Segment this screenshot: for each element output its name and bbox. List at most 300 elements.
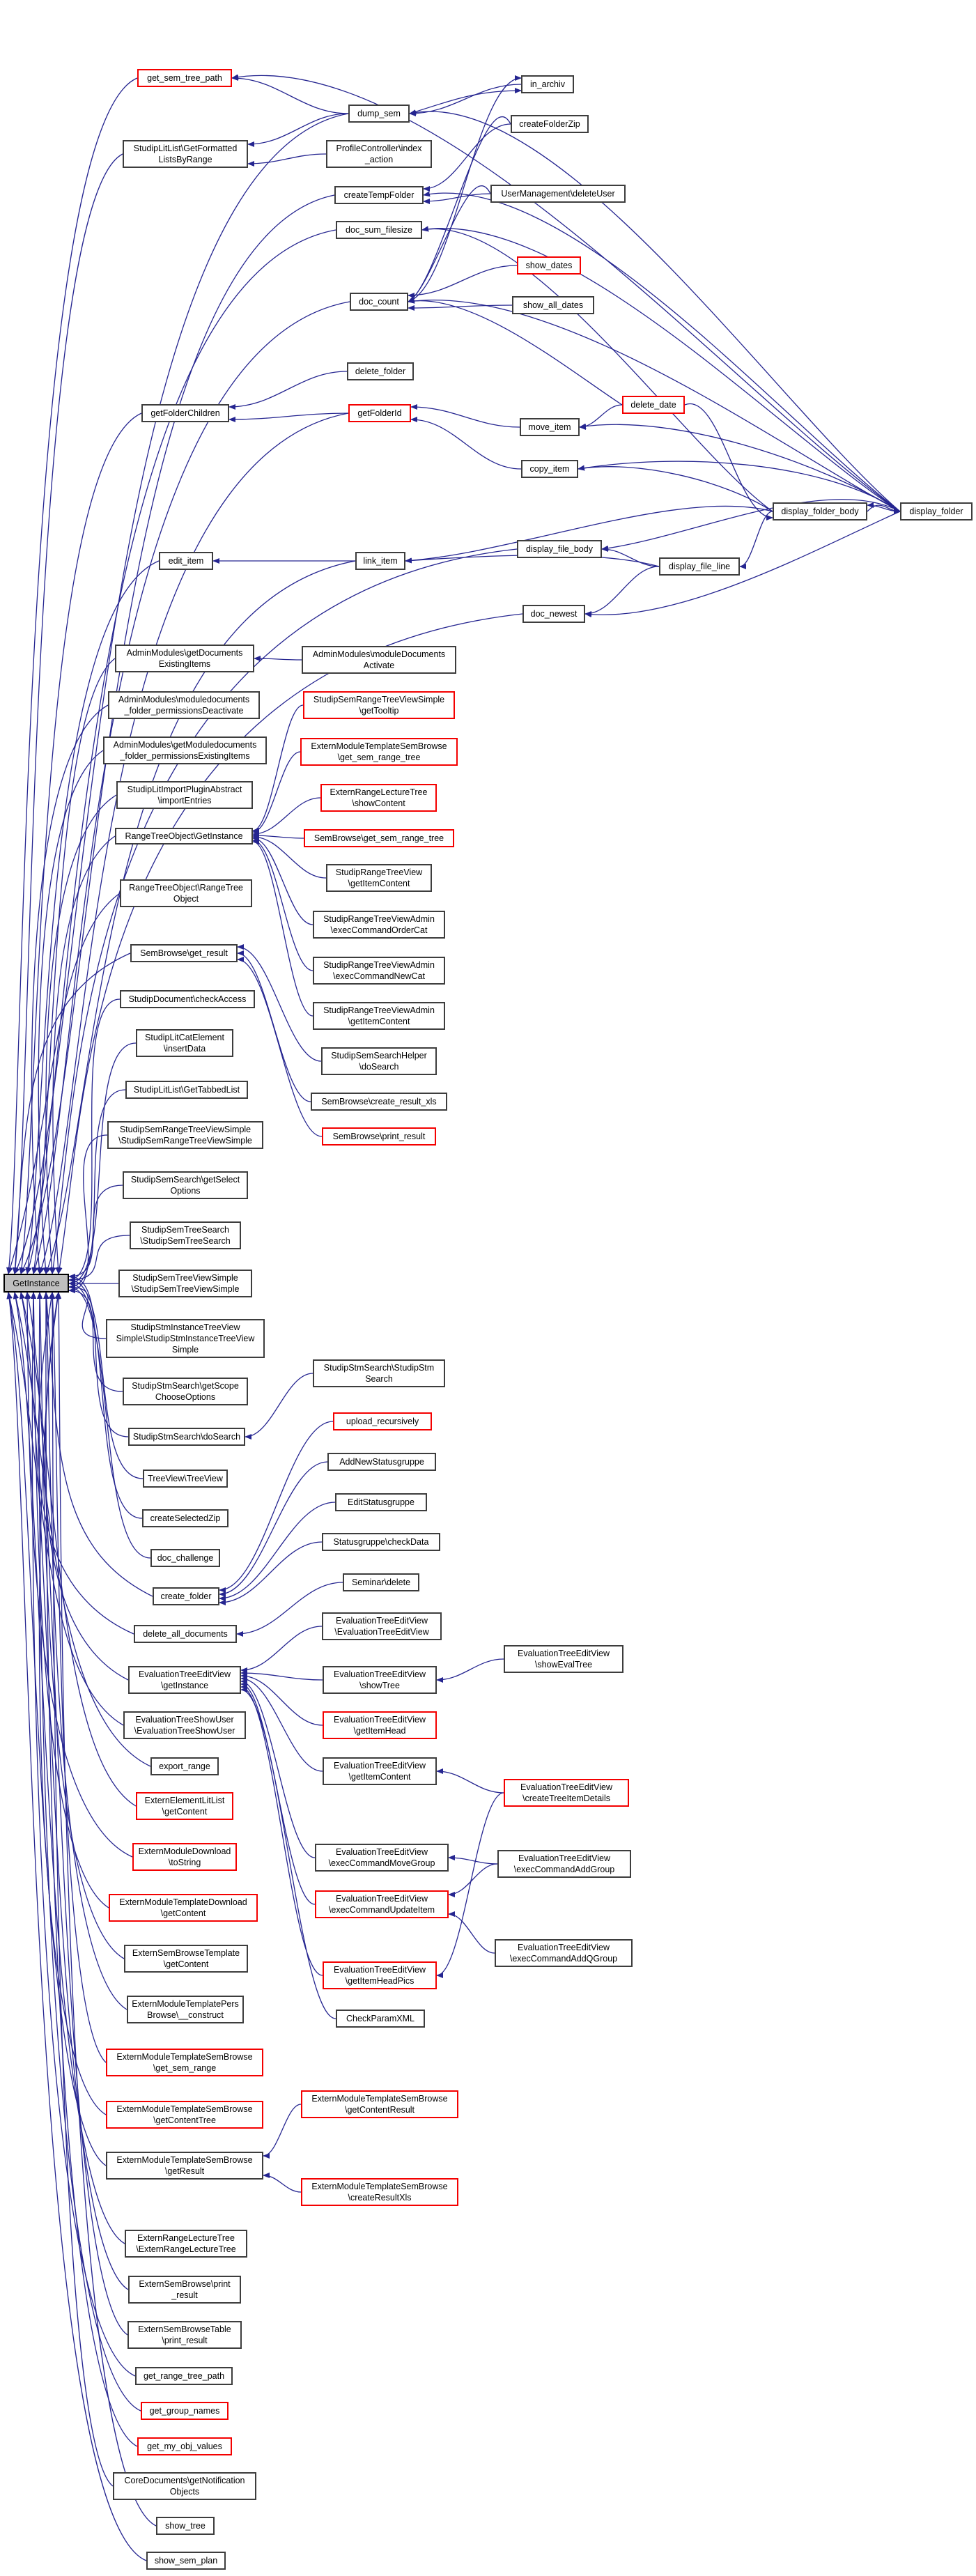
graph-node-label: ListsByRange xyxy=(158,155,212,164)
graph-node-label: \execCommandNewCat xyxy=(333,971,425,981)
graph-node-label: EvaluationTreeEditView xyxy=(333,1965,426,1975)
graph-node-label: \get_sem_range xyxy=(153,2063,217,2073)
graph-node-label: doc_newest xyxy=(530,609,578,619)
graph-edge-profile_index-to-lit_getformatted xyxy=(248,154,326,164)
graph-node-link_item[interactable] xyxy=(355,552,405,570)
graph-node-treeview[interactable] xyxy=(143,1470,228,1488)
graph-node-label: \execCommandOrderCat xyxy=(330,925,428,935)
graph-node-getFolderChildren[interactable] xyxy=(141,404,229,422)
graph-node-label: Simple\StudipStmInstanceTreeView xyxy=(116,1334,255,1343)
graph-node-AddNewStatusgruppe[interactable] xyxy=(327,1453,436,1471)
graph-node-label: Browse\__construct xyxy=(147,2010,224,2020)
graph-node-srtv_getitemcontent[interactable] xyxy=(326,864,432,892)
graph-node-label: get_my_obj_values xyxy=(147,2442,222,2451)
graph-node-label: \doSearch xyxy=(359,1062,399,1072)
graph-node-label: \toString xyxy=(168,1858,201,1867)
graph-node-label: \insertData xyxy=(163,1044,206,1054)
graph-node-label: SemBrowse\get_result xyxy=(140,948,228,958)
graph-node-etev_showtree[interactable] xyxy=(323,1666,437,1694)
graph-node-label: display_file_body xyxy=(526,544,593,554)
graph-node-label: \StudipSemTreeViewSimple xyxy=(131,1284,240,1294)
graph-edge-delete_date-to-doc_count xyxy=(408,301,622,405)
graph-node-label: StudipStmSearch\doSearch xyxy=(132,1432,241,1442)
graph-edge-etev_addgroup-to-etev_movegroup xyxy=(449,1858,497,1864)
graph-node-label: ExternModuleTemplateSemBrowse xyxy=(116,2052,253,2062)
graph-node-label: EvaluationTreeEditView xyxy=(333,1669,426,1679)
graph-node-label: \getTooltip xyxy=(359,706,399,716)
graph-node-label: \getContentTree xyxy=(153,2115,216,2125)
graph-node-label: Objects xyxy=(169,2487,200,2497)
graph-edge-etev_addqgroup-to-etev_updateitem xyxy=(449,1914,495,1953)
graph-node-label: UserManagement\deleteUser xyxy=(501,189,615,199)
graph-node-emtd_getcontent[interactable] xyxy=(109,1894,258,1922)
graph-node-label: ProfileController\index xyxy=(336,144,422,153)
graph-node-label: \execCommandUpdateItem xyxy=(328,1905,435,1915)
graph-node-label: \showTree xyxy=(359,1681,400,1690)
graph-node-label: copy_item xyxy=(529,464,570,474)
graph-edge-etev_showtree-to-etev_getinstance xyxy=(241,1673,323,1680)
graph-edge-getFolderId-to-getFolderChildren xyxy=(229,413,348,419)
graph-node-get_group_names[interactable] xyxy=(141,2402,228,2420)
graph-node-label: StudipLitCatElement xyxy=(145,1033,224,1042)
graph-node-sstvs_sstvs[interactable] xyxy=(118,1270,252,1297)
graph-node-label: createTempFolder xyxy=(343,190,415,200)
graph-edge-createTempFolder-to-get_instance xyxy=(21,195,334,1274)
graph-node-emtsb_getcontenttree[interactable] xyxy=(106,2101,263,2129)
graph-node-label: ChooseOptions xyxy=(155,1392,216,1402)
graph-node-label: ExternSemBrowseTable xyxy=(138,2324,231,2334)
graph-node-label: \getContent xyxy=(162,1807,208,1817)
graph-edge-ssrtvs_gettooltip-to-rto_getinstance xyxy=(253,705,303,831)
graph-node-ssh_dosearch[interactable] xyxy=(321,1047,437,1075)
graph-node-label: \getContent xyxy=(163,1959,209,1969)
graph-node-copy_item[interactable] xyxy=(521,460,578,478)
graph-node-label: RangeTreeObject\GetInstance xyxy=(125,831,243,841)
graph-edge-esb_print-to-get_instance xyxy=(21,1293,128,2290)
graph-edge-dump_sem-to-get_sem_tree_path xyxy=(232,78,348,114)
graph-node-label: EvaluationTreeEditView xyxy=(333,1715,426,1725)
graph-node-label: \getItemHead xyxy=(353,1726,406,1736)
graph-node-label: edit_item xyxy=(168,556,204,566)
graph-edge-createFolderZip-to-createTempFolder xyxy=(424,124,511,189)
graph-edge-display_folder_body-to-copy_item xyxy=(578,467,773,511)
graph-node-label: StudipSemTreeViewSimple xyxy=(132,1273,238,1283)
graph-node-label: EditStatusgruppe xyxy=(348,1497,415,1507)
graph-node-label: GetInstance xyxy=(13,1278,60,1288)
graph-node-stms_stms[interactable] xyxy=(313,1359,445,1387)
graph-node-srtva_newcat[interactable] xyxy=(313,957,445,985)
graph-node-etev_updateitem[interactable] xyxy=(315,1890,449,1918)
graph-edge-etev_createtreeitemdetails-to-etev_getitemcontent xyxy=(437,1771,504,1793)
graph-node-label: ExternModuleTemplatePers xyxy=(132,1999,239,2009)
graph-node-etev_getinstance[interactable] xyxy=(128,1666,241,1694)
graph-node-etev_getitemheadpics[interactable] xyxy=(323,1961,437,1989)
graph-node-emtpb_construct[interactable] xyxy=(127,1996,244,2023)
graph-edge-emtsb_getsemrange-to-get_instance xyxy=(52,1293,106,2062)
graph-node-label: StudipSemRangeTreeViewSimple xyxy=(119,1125,251,1134)
graph-node-getFolderId[interactable] xyxy=(348,404,411,422)
graph-node-doc_challenge[interactable] xyxy=(150,1549,220,1567)
graph-node-eell_getcontent[interactable] xyxy=(136,1792,233,1820)
graph-node-show_dates[interactable] xyxy=(517,256,581,275)
graph-node-label: StudipSemSearchHelper xyxy=(331,1051,427,1061)
graph-node-label: StudipSemSearch\getSelect xyxy=(130,1175,240,1185)
graph-node-label: EvaluationTreeEditView xyxy=(517,1943,610,1952)
graph-node-emtsb_getcontentresult[interactable] xyxy=(301,2090,458,2118)
graph-node-label: Object xyxy=(173,894,199,904)
graph-node-createSelectedZip[interactable] xyxy=(142,1509,228,1527)
graph-node-rto_getinstance[interactable] xyxy=(115,828,253,844)
graph-node-label: \getItemHeadPics xyxy=(345,1976,415,1986)
graph-edge-EditStatusgruppe-to-create_folder xyxy=(219,1502,335,1598)
graph-node-label: show_sem_plan xyxy=(154,2556,218,2566)
graph-node-label: SemBrowse\create_result_xls xyxy=(321,1097,437,1106)
graph-node-esb_print[interactable] xyxy=(128,2276,241,2304)
graph-node-label: ExternModuleTemplateSemBrowse xyxy=(311,741,447,751)
graph-node-create_folder[interactable] xyxy=(153,1587,219,1605)
graph-node-label: EvaluationTreeEditView xyxy=(335,1894,428,1904)
graph-edge-etev_showevaltree-to-etev_showtree xyxy=(437,1659,504,1680)
graph-edge-export_range-to-get_instance xyxy=(15,1293,150,1766)
graph-node-stmitvs[interactable] xyxy=(106,1319,265,1358)
graph-node-label: ExternElementLitList xyxy=(144,1796,225,1805)
graph-node-label: \EvaluationTreeEditView xyxy=(334,1627,429,1637)
graph-node-stms_getscope[interactable] xyxy=(123,1378,248,1405)
graph-node-label: AddNewStatusgruppe xyxy=(339,1457,424,1467)
graph-node-label: StudipStmSearch\StudipStm xyxy=(323,1363,435,1373)
graph-node-label: ExistingItems xyxy=(158,659,211,669)
graph-node-label: \getContentResult xyxy=(344,2105,415,2115)
graph-node-display_folder_body[interactable] xyxy=(773,502,867,520)
graph-node-statusgruppe_checkdata[interactable] xyxy=(322,1533,440,1551)
graph-edge-dump_sem-to-in_archiv xyxy=(410,91,521,114)
graph-node-label: ExternSemBrowseTemplate xyxy=(132,1948,240,1958)
graph-edge-emtsb_createresultxls-to-emtsb_getresult xyxy=(263,2175,301,2192)
graph-node-label: doc_challenge xyxy=(157,1553,214,1563)
graph-node-label: show_dates xyxy=(525,261,573,270)
graph-node-stms_dosearch[interactable] xyxy=(128,1428,245,1446)
graph-node-label: Activate xyxy=(363,661,395,670)
graph-node-label: StudipLitList\GetFormatted xyxy=(133,144,238,153)
graph-node-label: dump_sem xyxy=(357,109,401,118)
graph-node-seminar_delete[interactable] xyxy=(343,1573,419,1591)
graph-edge-delete_date-to-move_item xyxy=(580,405,622,427)
graph-node-label: StudipStmSearch\getScope xyxy=(132,1381,239,1391)
graph-edge-delete_folder-to-getFolderChildren xyxy=(229,371,347,407)
graph-edge-emtsb_getcontentresult-to-emtsb_getresult xyxy=(263,2104,301,2156)
graph-node-label: move_item xyxy=(528,422,571,432)
graph-edge-etev_etev-to-etev_getinstance xyxy=(241,1626,322,1670)
graph-node-doc_count[interactable] xyxy=(350,293,408,311)
graph-node-esbtab_print[interactable] xyxy=(127,2321,242,2349)
graph-node-label: EvaluationTreeEditView xyxy=(520,1782,613,1792)
graph-node-label: export_range xyxy=(159,1761,210,1771)
graph-node-ssts_ssts[interactable] xyxy=(130,1221,241,1249)
graph-node-label: StudipStmInstanceTreeView xyxy=(130,1322,240,1332)
graph-node-label: createFolderZip xyxy=(519,119,580,129)
graph-node-label: display_file_line xyxy=(668,562,731,571)
graph-node-lit_getformatted[interactable] xyxy=(123,140,248,168)
graph-node-label: delete_all_documents xyxy=(143,1629,228,1639)
graph-node-delete_date[interactable] xyxy=(622,396,685,414)
graph-node-ssrtvs_ssrtvs[interactable] xyxy=(107,1121,263,1149)
graph-node-adm_moddocs_activate[interactable] xyxy=(302,646,456,674)
graph-node-etev_showevaltree[interactable] xyxy=(504,1645,623,1673)
graph-node-label: CoreDocuments\getNotification xyxy=(124,2476,245,2485)
graph-node-etev_getitemhead[interactable] xyxy=(323,1711,437,1739)
graph-node-label: Statusgruppe\checkData xyxy=(333,1537,429,1547)
graph-edge-AddNewStatusgruppe-to-create_folder xyxy=(219,1462,327,1594)
graph-node-lce_insertdata[interactable] xyxy=(136,1029,233,1057)
graph-node-label: show_all_dates xyxy=(522,300,584,310)
graph-node-get_instance[interactable] xyxy=(3,1274,69,1293)
graph-node-label: StudipRangeTreeView xyxy=(335,867,423,877)
graph-node-label: StudipDocument\checkAccess xyxy=(128,994,247,1004)
graph-node-label: _result xyxy=(171,2290,198,2300)
graph-node-label: doc_count xyxy=(359,297,399,307)
graph-node-emtsb_gsrt[interactable] xyxy=(300,738,458,766)
graph-node-doc_sum_filesize[interactable] xyxy=(336,221,422,239)
graph-node-label: AdminModules\moduledocuments xyxy=(118,695,250,704)
graph-node-in_archiv[interactable] xyxy=(521,75,574,93)
graph-node-label: AdminModules\getDocuments xyxy=(126,648,243,658)
graph-node-doc_newest[interactable] xyxy=(522,605,585,623)
graph-node-display_file_body[interactable] xyxy=(517,540,602,558)
graph-edge-coredocs-to-get_instance xyxy=(52,1293,113,2486)
graph-node-label: \StudipSemRangeTreeViewSimple xyxy=(118,1136,252,1146)
graph-node-label: StudipLitList\GetTabbedList xyxy=(133,1085,240,1095)
graph-node-label: StudipRangeTreeViewAdmin xyxy=(323,914,435,924)
graph-node-label: ExternModuleTemplateSemBrowse xyxy=(311,2094,448,2104)
graph-node-label: EvaluationTreeShowUser xyxy=(135,1715,234,1725)
graph-node-label: in_archiv xyxy=(529,79,566,89)
graph-edge-stms_stms-to-stms_dosearch xyxy=(245,1373,313,1437)
graph-node-adm_getmoddocs[interactable] xyxy=(103,736,267,764)
graph-node-ll_gettabbed[interactable] xyxy=(125,1081,248,1099)
graph-node-label: EvaluationTreeEditView xyxy=(518,1853,611,1863)
graph-node-etev_getitemcontent[interactable] xyxy=(323,1757,437,1785)
graph-node-label: \getInstance xyxy=(160,1681,209,1690)
graph-node-label: \execCommandAddGroup xyxy=(513,1865,615,1874)
graph-node-label: SemBrowse\get_sem_range_tree xyxy=(313,833,444,843)
graph-node-etsu[interactable] xyxy=(123,1711,246,1739)
graph-node-etev_createtreeitemdetails[interactable] xyxy=(504,1779,629,1807)
graph-node-label: get_sem_tree_path xyxy=(147,73,222,83)
graph-node-erlt_showcontent[interactable] xyxy=(320,784,437,812)
graph-node-label: \get_sem_range_tree xyxy=(337,753,421,762)
graph-node-label: \createResultXls xyxy=(348,2193,412,2203)
graph-node-edit_item[interactable] xyxy=(159,552,213,570)
graph-node-show_tree[interactable] xyxy=(156,2517,215,2535)
graph-node-label: EvaluationTreeEditView xyxy=(517,1649,610,1658)
graph-node-label: \importEntries xyxy=(157,796,212,805)
graph-node-label: ExternModuleTemplateSemBrowse xyxy=(311,2182,448,2191)
graph-node-label: \getResult xyxy=(164,2166,205,2176)
graph-node-label: Search xyxy=(365,1374,393,1384)
graph-edge-upload_recursively-to-create_folder xyxy=(219,1421,333,1590)
graph-node-label: \print_result xyxy=(162,2336,208,2345)
graph-node-show_sem_plan[interactable] xyxy=(146,2552,226,2570)
graph-node-dump_sem[interactable] xyxy=(348,105,410,123)
graph-node-CheckParamXML[interactable] xyxy=(336,2010,425,2028)
graph-node-label: TreeView\TreeView xyxy=(148,1474,223,1483)
graph-node-emtsb_getsemrange[interactable] xyxy=(106,2049,263,2076)
graph-node-label: doc_sum_filesize xyxy=(346,225,412,235)
graph-node-label: link_item xyxy=(363,556,398,566)
graph-node-label: \execCommandMoveGroup xyxy=(328,1858,435,1868)
graph-node-label: \execCommandAddQGroup xyxy=(509,1954,618,1964)
graph-node-label: \getItemContent xyxy=(348,1017,410,1026)
graph-edge-srtva_newcat-to-rto_getinstance xyxy=(253,840,313,971)
graph-node-upload_recursively[interactable] xyxy=(333,1412,432,1430)
graph-node-display_folder[interactable] xyxy=(900,502,973,520)
graph-node-display_file_line[interactable] xyxy=(659,557,740,576)
graph-node-label: ExternModuleTemplateDownload xyxy=(119,1897,247,1907)
graph-edge-get_sem_tree_path-to-get_instance xyxy=(8,78,137,1274)
graph-edge-show_sem_plan-to-get_instance xyxy=(8,1293,146,2561)
graph-node-label: _folder_permissionsDeactivate xyxy=(124,706,244,716)
graph-edge-etev_createtreeitemdetails-to-etev_getitemheadpics xyxy=(437,1793,504,1975)
graph-node-label: delete_folder xyxy=(355,367,406,376)
graph-node-label: \getItemContent xyxy=(348,879,410,888)
graph-node-um_deleteuser[interactable] xyxy=(490,185,626,203)
graph-node-ssrtvs_gettooltip[interactable] xyxy=(303,691,455,719)
graph-node-label: \showContent xyxy=(352,799,405,808)
graph-node-label: create_folder xyxy=(160,1591,212,1601)
graph-node-label: display_folder_body xyxy=(781,507,859,516)
graph-node-label: \showEvalTree xyxy=(534,1660,593,1669)
graph-node-erlt_erlt[interactable] xyxy=(125,2230,247,2258)
graph-edge-display_folder-to-move_item xyxy=(580,424,900,511)
graph-node-label: getFolderChildren xyxy=(150,408,220,418)
graph-node-sb_gsrt[interactable] xyxy=(304,829,454,847)
graph-node-etev_addqgroup[interactable] xyxy=(495,1939,633,1967)
graph-node-get_range_tree_path[interactable] xyxy=(135,2367,233,2385)
graph-node-label: Simple xyxy=(171,1345,199,1355)
graph-node-label: CheckParamXML xyxy=(346,2014,415,2023)
graph-edge-move_item-to-getFolderId xyxy=(411,407,520,427)
graph-edge-lce_insertdata-to-get_instance xyxy=(69,1043,136,1283)
graph-node-label: get_group_names xyxy=(149,2406,220,2416)
graph-node-esbt_getcontent[interactable] xyxy=(124,1945,248,1973)
graph-edge-display_folder-to-doc_sum_filesize xyxy=(422,229,900,511)
graph-node-label: _action xyxy=(364,155,394,164)
graph-node-label: Seminar\delete xyxy=(351,1578,411,1587)
graph-node-label: StudipSemTreeSearch xyxy=(141,1225,229,1235)
graph-node-sb_create_xls[interactable] xyxy=(311,1093,447,1111)
graph-node-sd_checkaccess[interactable] xyxy=(120,990,255,1008)
graph-node-label: AdminModules\moduleDocuments xyxy=(312,649,446,659)
graph-node-label: \ExternRangeLectureTree xyxy=(136,2244,236,2254)
graph-edge-display_folder-to-dump_sem xyxy=(410,111,900,511)
graph-node-label: StudipSemRangeTreeViewSimple xyxy=(313,695,445,704)
graph-node-label: getFolderId xyxy=(357,408,402,418)
graph-node-label: ExternModuleDownload xyxy=(138,1846,231,1856)
graph-edge-etev_addgroup-to-etev_updateitem xyxy=(449,1864,497,1895)
graph-node-label: \getItemContent xyxy=(348,1772,411,1782)
graph-edge-display_folder_body-to-display_file_line xyxy=(740,511,773,566)
graph-node-label: ExternRangeLectureTree xyxy=(330,787,428,797)
graph-node-label: show_tree xyxy=(165,2521,206,2531)
graph-node-srtva_ordercat[interactable] xyxy=(313,911,445,939)
graph-edge-display_folder-to-createTempFolder xyxy=(424,193,900,511)
graph-node-export_range[interactable] xyxy=(150,1757,219,1775)
graph-node-etev_movegroup[interactable] xyxy=(315,1844,449,1872)
graph-node-emtsb_getresult[interactable] xyxy=(106,2152,263,2180)
graph-node-etev_addgroup[interactable] xyxy=(497,1850,631,1878)
graph-node-label: upload_recursively xyxy=(346,1417,419,1426)
graph-node-adm_moddocs_deact[interactable] xyxy=(108,691,260,719)
graph-node-label: display_folder xyxy=(909,507,963,516)
graph-node-rto_rto[interactable] xyxy=(120,879,252,907)
graph-edge-etev_movegroup-to-etev_getinstance xyxy=(241,1681,315,1858)
graph-node-createFolderZip[interactable] xyxy=(511,115,589,133)
graph-node-label: ExternModuleTemplateSemBrowse xyxy=(116,2155,253,2165)
graph-edge-display_folder_body-to-doc_sum_filesize xyxy=(422,229,773,511)
graph-node-srtva_getitemcontent[interactable] xyxy=(313,1002,445,1030)
graph-node-etev_etev[interactable] xyxy=(322,1612,442,1640)
graph-node-label: EvaluationTreeEditView xyxy=(333,1761,426,1771)
graph-edge-statusgruppe_checkdata-to-create_folder xyxy=(219,1542,322,1603)
graph-edge-display_file_line-to-doc_newest xyxy=(585,566,659,614)
graph-node-label: \getContent xyxy=(160,1908,206,1918)
graph-node-EditStatusgruppe[interactable] xyxy=(335,1493,427,1511)
graph-edge-etev_getitemheadpics-to-etev_getinstance xyxy=(241,1687,323,1975)
graph-node-label: AdminModules\getModuledocuments xyxy=(113,740,257,750)
graph-node-sss_getselect[interactable] xyxy=(123,1171,248,1199)
graph-node-label: StudipRangeTreeViewAdmin xyxy=(323,1005,435,1015)
graph-node-createTempFolder[interactable] xyxy=(334,186,424,204)
graph-node-label: RangeTreeObject\RangeTree xyxy=(129,883,243,893)
graph-node-label: EvaluationTreeEditView xyxy=(138,1669,231,1679)
graph-node-label: EvaluationTreeEditView xyxy=(335,1616,428,1626)
graph-edge-sb_print_result-to-sb_get_result xyxy=(238,959,322,1136)
graph-node-show_all_dates[interactable] xyxy=(512,296,594,314)
graph-node-sb_get_result[interactable] xyxy=(130,944,238,962)
graph-node-label: StudipRangeTreeViewAdmin xyxy=(323,960,435,970)
graph-edge-copy_item-to-getFolderId xyxy=(411,419,521,469)
graph-node-label: ExternRangeLectureTree xyxy=(137,2233,235,2243)
graph-node-label: \EvaluationTreeShowUser xyxy=(134,1726,235,1736)
graph-node-emd_tostring[interactable] xyxy=(132,1843,237,1871)
graph-node-label: StudipLitImportPluginAbstract xyxy=(127,785,242,794)
graph-node-delete_all_documents[interactable] xyxy=(134,1625,237,1643)
graph-node-get_sem_tree_path[interactable] xyxy=(137,69,232,87)
graph-node-delete_folder[interactable] xyxy=(347,362,414,380)
graph-node-label: _folder_permissionsExistingItems xyxy=(120,751,250,761)
graph-node-label: EvaluationTreeEditView xyxy=(335,1847,428,1857)
graph-edge-get_range_tree_path-to-get_instance xyxy=(32,1293,135,2376)
graph-node-label: get_range_tree_path xyxy=(143,2371,225,2381)
graph-node-label: Options xyxy=(170,1186,201,1196)
graph-node-label: ExternModuleTemplateSemBrowse xyxy=(116,2104,253,2114)
graph-node-move_item[interactable] xyxy=(520,418,580,436)
graph-node-sb_print_result[interactable] xyxy=(322,1127,436,1146)
graph-node-adm_getdocs[interactable] xyxy=(115,645,254,672)
graph-node-label: SemBrowse\print_result xyxy=(332,1132,426,1141)
graph-node-label: delete_date xyxy=(630,400,676,410)
graph-node-profile_index[interactable] xyxy=(326,140,432,168)
graph-node-get_my_obj_values[interactable] xyxy=(137,2437,232,2455)
graph-node-emtsb_createresultxls[interactable] xyxy=(301,2178,458,2206)
graph-node-label: \StudipSemTreeSearch xyxy=(140,1236,231,1246)
graph-node-coredocs[interactable] xyxy=(113,2472,256,2500)
graph-edge-display_folder-to-doc_newest xyxy=(585,511,900,615)
graph-node-label: ExternSemBrowse\print xyxy=(139,2279,231,2289)
graph-node-lit_import[interactable] xyxy=(116,781,253,809)
graph-node-label: createSelectedZip xyxy=(150,1513,221,1523)
graph-node-label: \createTreeItemDetails xyxy=(522,1794,610,1803)
